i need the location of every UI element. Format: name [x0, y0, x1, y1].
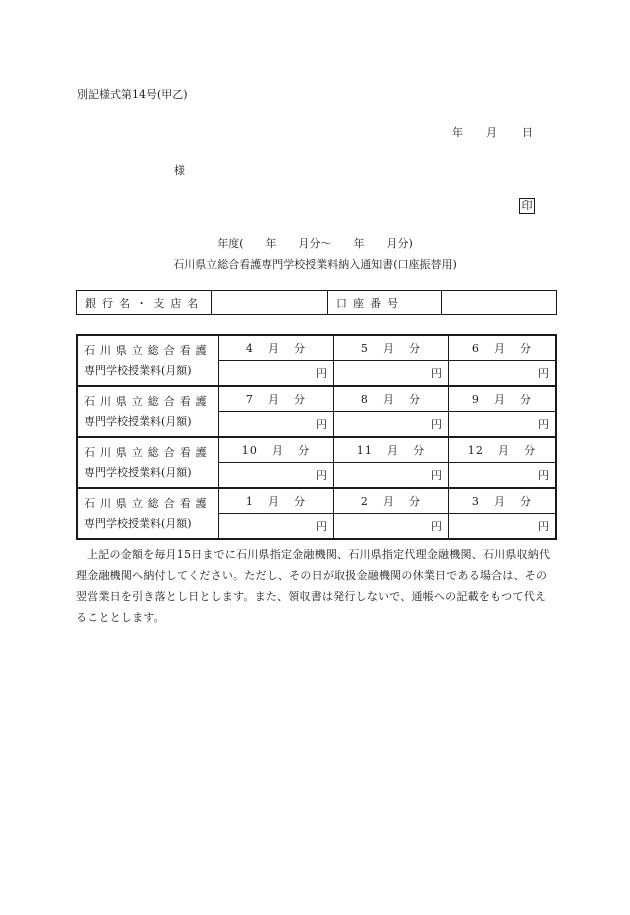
amount-cell[interactable]: 円 — [449, 361, 557, 387]
amount-cell[interactable]: 円 — [449, 412, 557, 438]
month-number: 10 — [241, 444, 258, 457]
month-suffix: 分 — [409, 393, 422, 406]
month-unit: 月 — [267, 495, 281, 508]
amount-cell[interactable]: 円 — [219, 514, 334, 540]
month-number: 2 — [360, 495, 369, 508]
month-cell — [334, 335, 449, 361]
month-number: 8 — [360, 393, 369, 406]
fee-row-label-line2: 専門学校授業料(月額) — [84, 465, 192, 479]
amount-cell[interactable]: 円 — [219, 361, 334, 387]
month-suffix: 分 — [520, 495, 533, 508]
month-unit: 月 — [267, 393, 281, 406]
account-number-label: 口座番号 — [328, 291, 442, 315]
month-cell — [334, 488, 449, 514]
fee-row-months — [77, 437, 556, 463]
month-cell — [219, 437, 334, 463]
addressee-honorific: 様 — [174, 164, 185, 177]
account-number-field[interactable] — [442, 291, 557, 315]
month-cell — [219, 386, 334, 412]
month-suffix: 分 — [520, 393, 533, 406]
payment-note: 上記の金額を毎月15日までに石川県指定金融機関、石川県指定代理金融機関、石川県収納代理金融機関へ納付してください。ただし、その日が取扱金融機関の休業日である場合は、その翌営業日を引き落とし日とします。また、領収書は発行しないで、通帳への記載をもつて代えることとします。 — [76, 548, 551, 624]
fee-row-label-line2: 専門学校授業料(月額) — [84, 414, 192, 428]
seal-mark: 印 — [519, 198, 535, 214]
month-cell — [449, 386, 557, 412]
month-number: 5 — [360, 342, 369, 355]
fee-row-label-line1: 石川県立総合看護 — [84, 496, 212, 510]
bank-name-field[interactable] — [212, 291, 328, 315]
bank-name-label: 銀行名・支店名 — [77, 291, 212, 315]
month-unit: 月 — [386, 444, 400, 457]
month-suffix: 分 — [294, 393, 307, 406]
amount-cell[interactable]: 円 — [219, 463, 334, 489]
month-cell — [219, 335, 334, 361]
month-number: 11 — [356, 444, 373, 457]
month-suffix: 分 — [524, 444, 537, 457]
amount-cell[interactable]: 円 — [334, 514, 449, 540]
month-number: 7 — [245, 393, 254, 406]
amount-cell[interactable]: 円 — [219, 412, 334, 438]
bank-info-table — [76, 290, 557, 315]
date-year-label: 年 — [452, 126, 463, 139]
amount-cell[interactable]: 円 — [334, 361, 449, 387]
document-title: 石川県立総合看護専門学校授業料納入通知書(口座振替用) — [173, 258, 457, 271]
amount-cell[interactable]: 円 — [449, 514, 557, 540]
month-cell — [334, 386, 449, 412]
month-suffix: 分 — [409, 495, 422, 508]
month-suffix: 分 — [520, 342, 533, 355]
month-unit: 月 — [382, 393, 396, 406]
fee-row-label-line1: 石川県立総合看護 — [84, 343, 212, 357]
month-number: 3 — [471, 495, 480, 508]
date-day-label: 日 — [522, 126, 533, 139]
fee-row-label-line1: 石川県立総合看護 — [84, 445, 212, 459]
month-unit: 月 — [267, 342, 281, 355]
fee-row-label-line1: 石川県立総合看護 — [84, 394, 212, 408]
fee-row-label — [77, 386, 219, 437]
month-cell — [219, 488, 334, 514]
month-cell — [449, 488, 557, 514]
month-number: 4 — [245, 342, 254, 355]
fee-row-label-line2: 専門学校授業料(月額) — [84, 363, 192, 377]
month-number: 9 — [471, 393, 480, 406]
month-number: 6 — [471, 342, 480, 355]
month-cell — [449, 437, 557, 463]
month-cell — [334, 437, 449, 463]
month-number: 12 — [467, 444, 484, 457]
month-unit: 月 — [493, 495, 507, 508]
amount-cell[interactable]: 円 — [449, 463, 557, 489]
month-suffix: 分 — [413, 444, 426, 457]
fiscal-period-line: 年度( 年 月分〜 年 月分) — [217, 237, 413, 250]
month-unit: 月 — [271, 444, 285, 457]
fee-row-label — [77, 488, 219, 539]
fee-row-months — [77, 386, 556, 412]
amount-cell[interactable]: 円 — [334, 463, 449, 489]
amount-cell[interactable]: 円 — [334, 412, 449, 438]
month-number: 1 — [245, 495, 254, 508]
month-suffix: 分 — [298, 444, 311, 457]
month-unit: 月 — [382, 495, 396, 508]
fee-row-label — [77, 437, 219, 488]
month-unit: 月 — [382, 342, 396, 355]
date-month-label: 月 — [486, 126, 497, 139]
month-suffix: 分 — [409, 342, 422, 355]
month-suffix: 分 — [294, 342, 307, 355]
month-unit: 月 — [493, 342, 507, 355]
month-unit: 月 — [493, 393, 507, 406]
fee-row-label-line2: 専門学校授業料(月額) — [84, 516, 192, 530]
month-cell — [449, 335, 557, 361]
month-suffix: 分 — [294, 495, 307, 508]
fee-row-months — [77, 488, 556, 514]
form-number: 別記様式第14号(甲乙) — [77, 88, 188, 101]
month-unit: 月 — [497, 444, 511, 457]
fee-row-months — [77, 335, 556, 361]
fee-table — [76, 334, 557, 540]
fee-row-label — [77, 335, 219, 386]
